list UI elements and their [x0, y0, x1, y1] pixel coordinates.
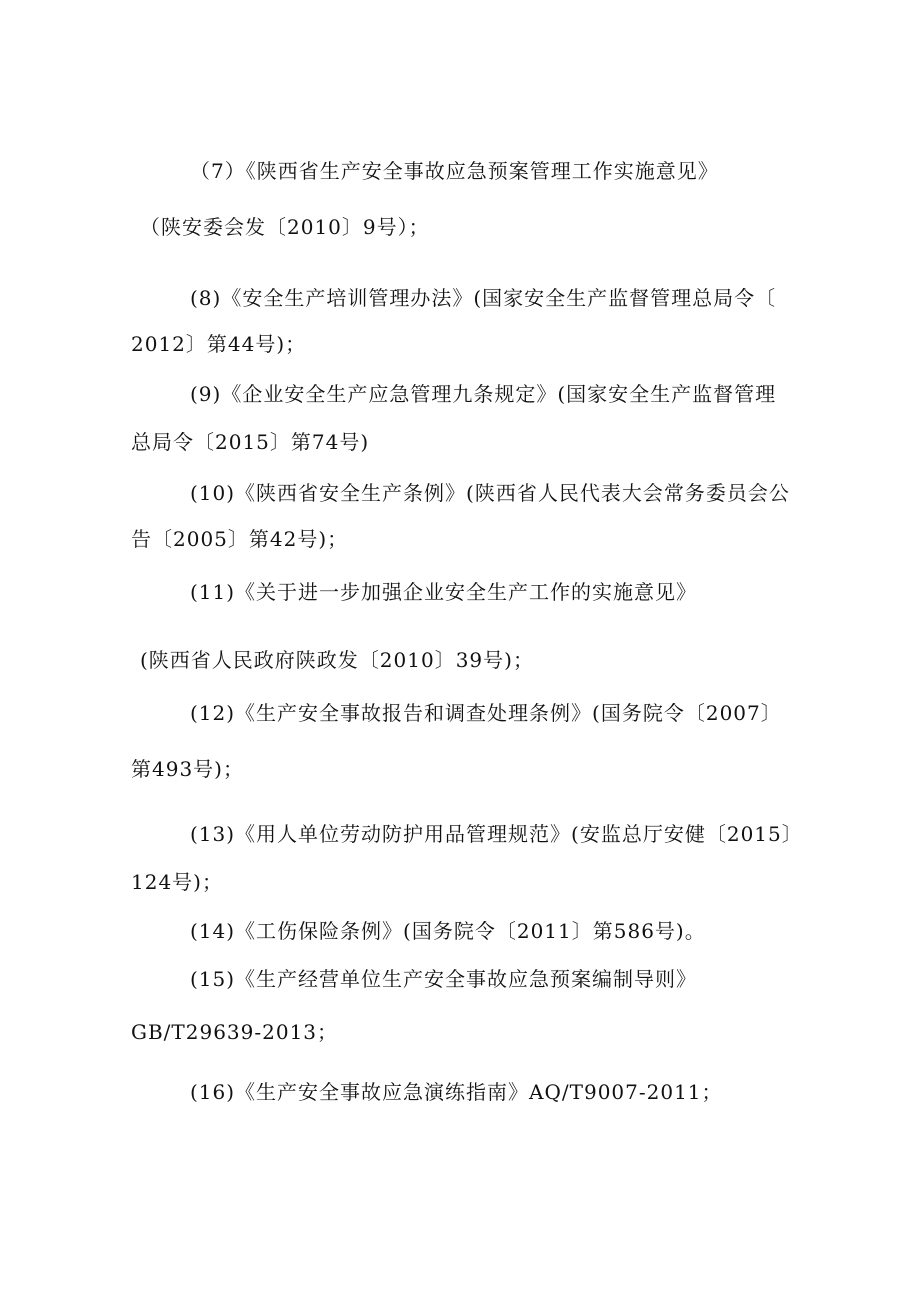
item-7-line-1: （7）《陕西省生产安全事故应急预案管理工作实施意见》 [190, 159, 719, 183]
item-8-line-2: 2012〕第44号)； [131, 332, 307, 356]
item-11-line-2: (陕西省人民政府陕政发〔2010〕39号)； [140, 648, 534, 672]
item-15-line-2: GB/T29639-2013； [131, 1020, 339, 1044]
item-8-line-1: (8)《安全生产培训管理办法》(国家安全生产监督管理总局令〔 [190, 286, 777, 310]
item-10-line-1: (10)《陕西省安全生产条例》(陕西省人民代表大会常务委员会公 [190, 481, 790, 505]
item-14-line-1: (14)《工伤保险条例》(国务院令〔2011〕第586号)。 [190, 919, 706, 943]
item-9-line-2: 总局令〔2015〕第74号) [131, 430, 370, 454]
item-16-line-1: (16)《生产安全事故应急演练指南》AQ/T9007-2011； [190, 1080, 723, 1104]
item-7-line-2: （陕安委会发〔2010〕9号）； [140, 215, 430, 239]
item-15-line-1: (15)《生产经营单位生产安全事故应急预案编制导则》 [190, 967, 698, 991]
item-13-line-2: 124号)； [131, 870, 223, 894]
item-13-line-1: (13)《用人单位劳动防护用品管理规范》(安监总厅安健〔2015〕 [190, 822, 803, 846]
item-9-line-1: (9)《企业安全生产应急管理九条规定》(国家安全生产监督管理 [190, 382, 777, 406]
item-10-line-2: 告〔2005〕第42号)； [131, 527, 349, 551]
item-12-line-2: 第493号)； [131, 757, 244, 781]
item-12-line-1: (12)《生产安全事故报告和调查处理条例》(国务院令〔2007〕 [190, 701, 782, 725]
item-11-line-1: (11)《关于进一步加强企业安全生产工作的实施意见》 [190, 580, 698, 604]
